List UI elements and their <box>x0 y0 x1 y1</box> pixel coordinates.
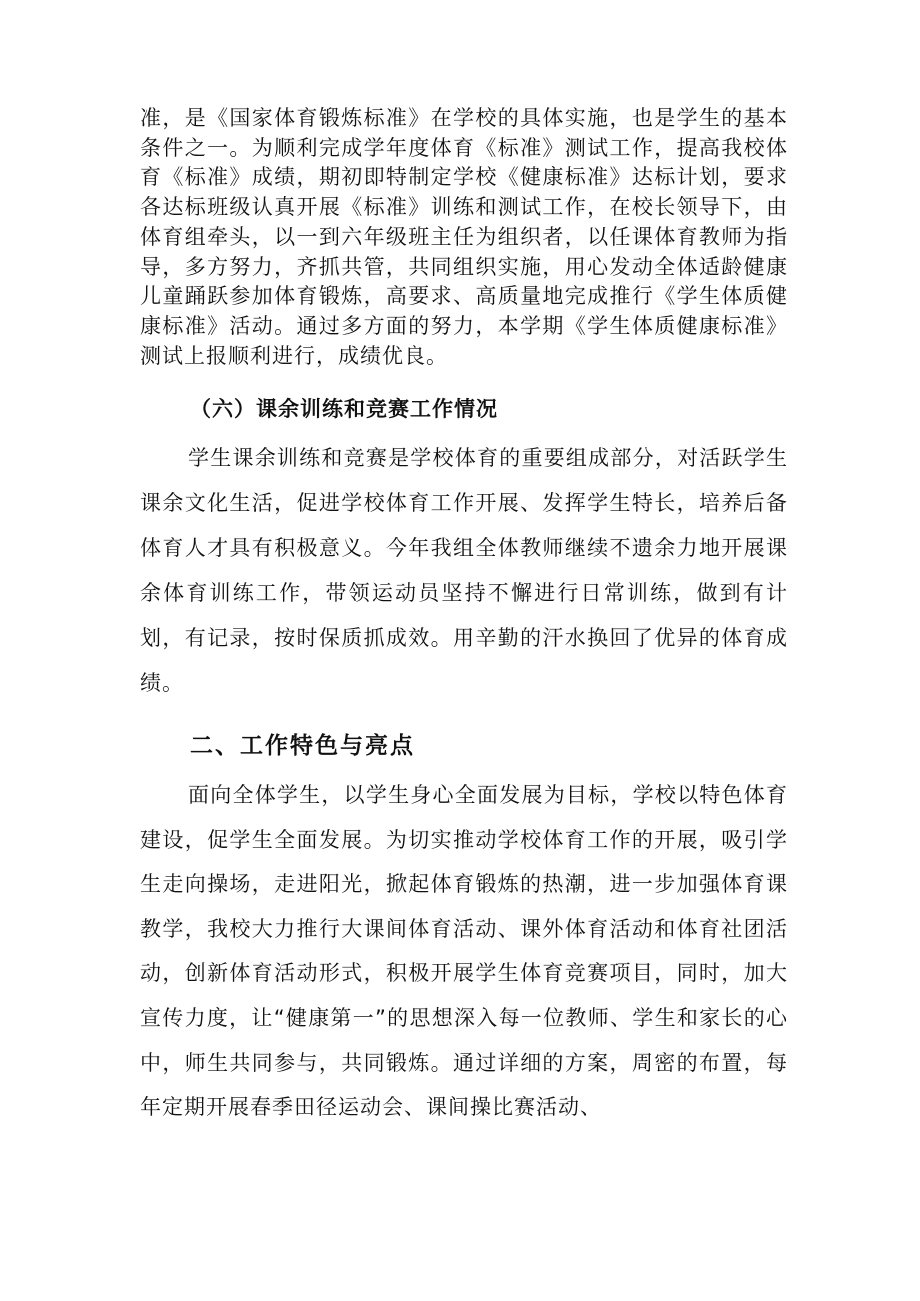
paragraph-features-highlights: 面向全体学生，以学生身心全面发展为目标，学校以特色体育建设，促学生全面发展。为切实推动学校体育工作的开展，吸引学生走向操场，走进阳光，掀起体育锻炼的热潮，进一步加强体育课教学，我校大力推行大课间体育活动、课外体育活动和体育社团活动，创新体育活动形式，积极开展学生体育竞赛项目，同时，加大宣传力度，让“健康第一”的思想深入每一位教师、学生和家长的心中，师生共同参与，共同锻炼。通过详细的方案，周密的布置，每年定期开展春季田径运动会、课间操比赛活动、 <box>140 783 788 1120</box>
paragraph-standards-implementation: 准，是《国家体育锻炼标准》在学校的具体实施，也是学生的基本条件之一。为顺利完成学年度体育《标准》测试工作，提高我校体育《标准》成绩，期初即特制定学校《健康标准》达标计划，要求各达标班级认真开展《标准》训练和测试工作，在校长领导下，由体育组牵头，以一到六年级班主任为组织者，以任课体育教师为指导，多方努力，齐抓共管，共同组织实施，用心发动全体适龄健康儿童踊跃参加体育锻炼，高要求、高质量地完成推行《学生体质健康标准》活动。通过多方面的努力，本学期《学生体质健康标准》测试上报顺利进行，成绩优良。 <box>140 106 788 368</box>
section-heading-extracurricular-training: （六）课余训练和竞赛工作情况 <box>190 397 498 421</box>
paragraph-extracurricular-training: 学生课余训练和竞赛是学校体育的重要组成部分，对活跃学生课余文化生活，促进学校体育工作开展、发挥学生特长，培养后备体育人才具有积极意义。今年我组全体教师继续不遗余力地开展课余体育训练工作，带领运动员坚持不懈进行日常训练，做到有计划，有记录，按时保质抓成效。用辛勤的汗水换回了优异的体育成绩。 <box>140 446 788 695</box>
section-heading-features-highlights: 二、工作特色与亮点 <box>190 733 415 759</box>
